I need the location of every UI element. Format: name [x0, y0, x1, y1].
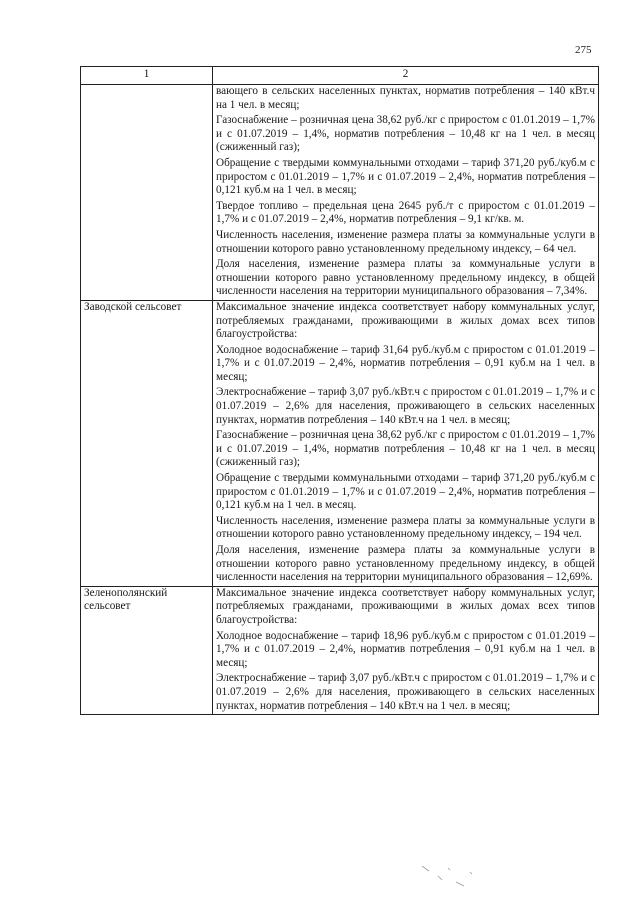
region-cell: Зеленополянский сельсовет: [81, 586, 213, 714]
page-number: 275: [575, 44, 592, 56]
paragraph: Твердое топливо – предельная цена 2645 руб./т с приростом с 01.01.2019 – 1,7% и с 01.07.2019 – 2,4%, норматив потребления – 9,1 кг/кв. м.: [216, 199, 595, 226]
column-header-2: 2: [213, 67, 599, 85]
scan-mark: [420, 862, 480, 892]
column-header-1: 1: [81, 67, 213, 85]
paragraph: Холодное водоснабжение – тариф 18,96 руб./куб.м с приростом с 01.01.2019 – 1,7% и с 01.07.2019 – 2,4%, норматив потребления – 0,91 куб.м на 1 чел. в месяц;: [216, 629, 595, 669]
paragraph: Максимальное значение индекса соответствует набору коммунальных услуг, потребляемых гражданами, проживающими в жилых домах всех типов благоустройства:: [216, 586, 595, 626]
region-cell: [81, 85, 213, 301]
table-row: [81, 586, 599, 714]
paragraph: Доля населения, изменение размера платы за коммунальные услуги в отношении которого равно установленному предельному индексу, в общей численности населения на территории муниципального образования – 12,69%.: [216, 544, 595, 584]
paragraph: Численность населения, изменение размера платы за коммунальные услуги в отношении которого равно установленному предельному индексу, – 194 чел.: [216, 514, 595, 541]
paragraph: Численность населения, изменение размера платы за коммунальные услуги в отношении которого равно установленному предельному индексу, – 64 чел.: [216, 228, 595, 255]
paragraph: Обращение с твердыми коммунальными отходами – тариф 371,20 руб./куб.м с приростом с 01.01.2019 – 1,7% и с 01.07.2019 – 2,4%, норматив потребления – 0,121 куб.м на 1 чел. в месяц.: [216, 472, 595, 512]
description-cell: [213, 85, 599, 301]
table-header-row: [81, 67, 599, 85]
paragraph: Холодное водоснабжение – тариф 31,64 руб./куб.м с приростом с 01.01.2019 – 1,7% и с 01.07.2019 – 2,4%, норматив потребления – 0,91 куб.м на 1 чел. в месяц;: [216, 343, 595, 383]
tariff-table: [80, 66, 599, 715]
paragraph: вающего в сельских населенных пунктах, норматив потребления – 140 кВт.ч на 1 чел. в месяц;: [216, 85, 595, 111]
paragraph: Электроснабжение – тариф 3,07 руб./кВт.ч с приростом с 01.01.2019 – 1,7% и с 01.07.2019 – 2,6% для населения, проживающего в сельских населенных пунктах, норматив потребления – 140 кВт.ч на 1 чел. в месяц;: [216, 386, 595, 426]
paragraph: Доля населения, изменение размера платы за коммунальные услуги в отношении которого равно установленному предельному индексу, в общей численности населения на территории муниципального образования – 7,34%.: [216, 258, 595, 298]
paragraph: Электроснабжение – тариф 3,07 руб./кВт.ч с приростом с 01.01.2019 – 1,7% и с 01.07.2019 – 2,6% для населения, проживающего в сельских населенных пунктах, норматив потребления – 140 кВт.ч на 1 чел. в месяц;: [216, 672, 595, 712]
region-cell: Заводской сельсовет: [81, 300, 213, 586]
table-row: [81, 85, 599, 301]
paragraph: Газоснабжение – розничная цена 38,62 руб./кг с приростом с 01.01.2019 – 1,7% и с 01.07.2019 – 1,4%, норматив потребления – 10,48 кг на 1 чел. в месяц (сжиженный газ);: [216, 114, 595, 154]
description-cell: [213, 586, 599, 714]
paragraph: Газоснабжение – розничная цена 38,62 руб./кг с приростом с 01.01.2019 – 1,7% и с 01.07.2019 – 1,4%, норматив потребления – 10,48 кг на 1 чел. в месяц (сжиженный газ);: [216, 429, 595, 469]
table-row: [81, 300, 599, 586]
paragraph: Обращение с твердыми коммунальными отходами – тариф 371,20 руб./куб.м с приростом с 01.01.2019 – 1,7% и с 01.07.2019 – 2,4%, норматив потребления – 0,121 куб.м на 1 чел. в месяц;: [216, 156, 595, 197]
paragraph: Максимальное значение индекса соответствует набору коммунальных услуг, потребляемых гражданами, проживающими в жилых домах всех типов благоустройства:: [216, 300, 595, 341]
description-cell: [213, 300, 599, 586]
